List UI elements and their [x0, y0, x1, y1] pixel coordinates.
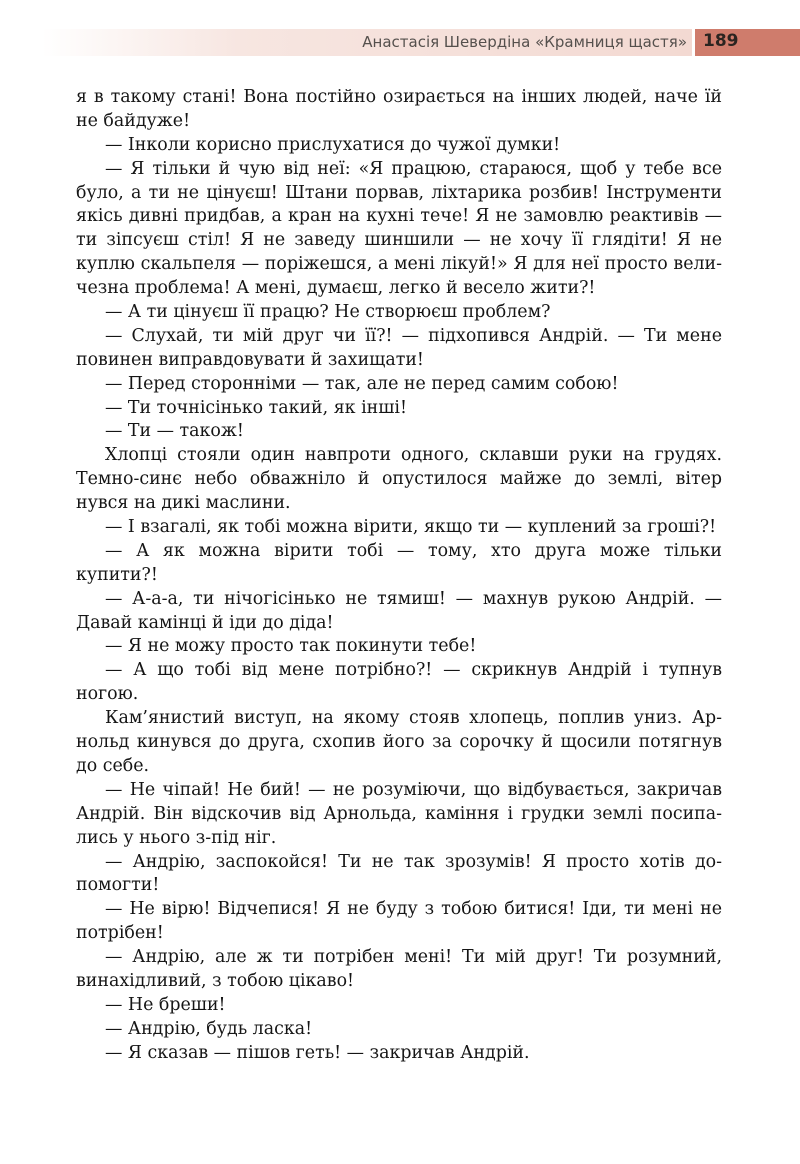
text-line: — Андрію, заспокойся! Ти не так зрозумів! Я просто хотів до-	[105, 851, 722, 872]
text-line: — Слухай, ти мій друг чи її?! — підхопився Андрій. — Ти мене	[105, 325, 722, 346]
text-line: потрібен!	[76, 923, 164, 944]
text-line: лись у нього з-під ніг.	[76, 827, 277, 848]
text-line: Темно-синє небо обважніло й опустилося майже до землі, вітер	[76, 469, 722, 490]
text-line: Кам’янистий виступ, на якому стояв хлопець, поплив униз. Ар-	[105, 708, 722, 729]
text-line: — Не бреши!	[105, 994, 226, 1015]
text-line: — А-а-а, ти нічогісінько не тямиш! — махнув рукою Андрій. —	[105, 588, 722, 609]
text-line: — Я тільки й чую від неї: «Я працюю, стараюся, щоб у тебе все	[105, 158, 722, 179]
text-line: ногою.	[76, 684, 139, 705]
text-line: — І взагалі, як тобі можна вірити, якщо ти — куплений за гроші?!	[105, 517, 717, 538]
text-line: — Ти — також!	[105, 421, 244, 442]
text-line: не байдуже!	[76, 110, 191, 131]
text-line: — Андрію, але ж ти потрібен мені! Ти мій друг! Ти розумний,	[105, 947, 722, 968]
text-line: — Я сказав — пішов геть! — закричав Андрій.	[105, 1042, 530, 1063]
text-line: я в такому стані! Вона постійно озирається на інших людей, наче їй	[76, 87, 722, 107]
text-line: ти зіпсуєш стіл! Я не заведу шиншили — не хочу її глядіти! Я не	[76, 230, 722, 251]
text-line: чезна проблема! А мені, думаєш, легко й весело жити?!	[76, 278, 596, 299]
text-line: — Перед сторонніми — так, але не перед самим собою!	[105, 373, 619, 394]
running-header-title: Анастасія Шевердіна «Крамниця щастя»	[362, 33, 687, 51]
text-line: — А як можна вірити тобі — тому, хто друга може тільки	[105, 540, 722, 561]
text-line: Хлопці стояли один навпроти одного, склавши руки на грудях.	[105, 445, 722, 466]
text-line: до себе.	[76, 755, 150, 776]
text-line: Андрій. Він відскочив від Арнольда, каміння і грудки землі посипа-	[76, 803, 722, 824]
text-line: — А ти цінуєш її працю? Не створюєш проблем?	[105, 302, 551, 323]
text-line: — Не вірю! Відчепися! Я не буду з тобою битися! Іди, ти мені не	[105, 899, 722, 920]
text-line: нольд кинувся до друга, схопив його за сорочку й щосили потягнув	[76, 732, 722, 753]
text-line: якісь дивні придбав, а кран на кухні тече! Я не замовлю реактивів —	[76, 206, 722, 227]
text-line: купити?!	[76, 564, 158, 585]
text-line: помогти!	[76, 875, 160, 896]
text-line: — А що тобі від мене потрібно?! — скрикнув Андрій і тупнув	[105, 660, 722, 681]
text-line: — Я не можу просто так покинути тебе!	[105, 636, 477, 657]
text-line: — Ти точнісінько такий, як інші!	[105, 397, 407, 418]
text-line: — Не чіпай! Не бий! — не розуміючи, що відбувається, закричав	[105, 779, 722, 800]
page-number-box	[695, 29, 800, 56]
page-number: 189	[703, 31, 739, 51]
text-line: куплю скальпеля — поріжешся, а мені лікуй!» Я для неї просто вели-	[76, 254, 722, 275]
text-line: — Андрію, будь ласка!	[105, 1018, 313, 1039]
text-line: нувся на дикі маслини.	[76, 493, 291, 514]
text-body	[76, 86, 722, 1066]
text-line: повинен виправдовувати й захищати!	[76, 349, 424, 370]
text-line: — Інколи корисно прислухатися до чужої думки!	[105, 134, 561, 155]
text-line: Давай камінці й іди до діда!	[76, 612, 334, 633]
text-line: винахідливий, з тобою цікаво!	[76, 970, 355, 991]
text-line: було, а ти не цінуєш! Штани порвав, ліхтарика розбив! Інструменти	[76, 182, 722, 203]
